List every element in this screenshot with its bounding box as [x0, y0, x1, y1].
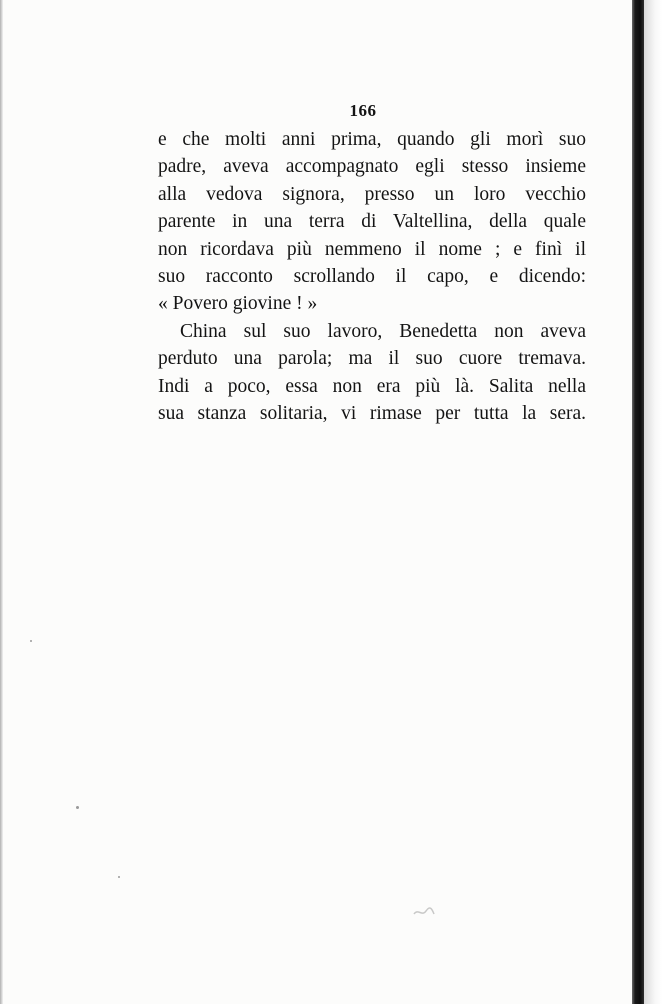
- page-left-edge: [0, 0, 3, 1004]
- text-line: non ricordava più nemmeno il nome ; e finì il: [158, 238, 586, 260]
- body-text: [158, 126, 586, 427]
- paper-speck: [30, 640, 32, 642]
- book-binding-edge: [632, 0, 644, 1004]
- text-line: China sul suo lavoro, Benedetta non aveva: [180, 320, 586, 342]
- paper-speck: [118, 876, 120, 878]
- text-line: padre, aveva accompagnato egli stesso insieme: [158, 156, 586, 178]
- paragraph-1: [158, 126, 586, 318]
- text-line: suo racconto scrollando il capo, e dicendo:: [158, 265, 586, 287]
- text-line: alla vedova signora, presso un loro vecchio: [158, 183, 586, 205]
- paper-speck: [76, 806, 79, 809]
- page-number: 166: [349, 101, 377, 120]
- text-line: Indi a poco, essa non era più là. Salita nella: [158, 375, 586, 397]
- text-line: parente in una terra di Valtellina, della quale: [158, 211, 586, 233]
- ink-smudge: [412, 905, 436, 919]
- page-right-margin: [644, 0, 662, 1004]
- text-line: e che molti anni prima, quando gli morì suo: [158, 129, 586, 150]
- paragraph-2: [158, 318, 586, 428]
- text-line: « Povero giovine ! »: [158, 293, 318, 315]
- text-line: sua stanza solitaria, vi rimase per tutta la sera.: [158, 402, 586, 424]
- text-line: perduto una parola; ma il suo cuore tremava.: [158, 348, 586, 370]
